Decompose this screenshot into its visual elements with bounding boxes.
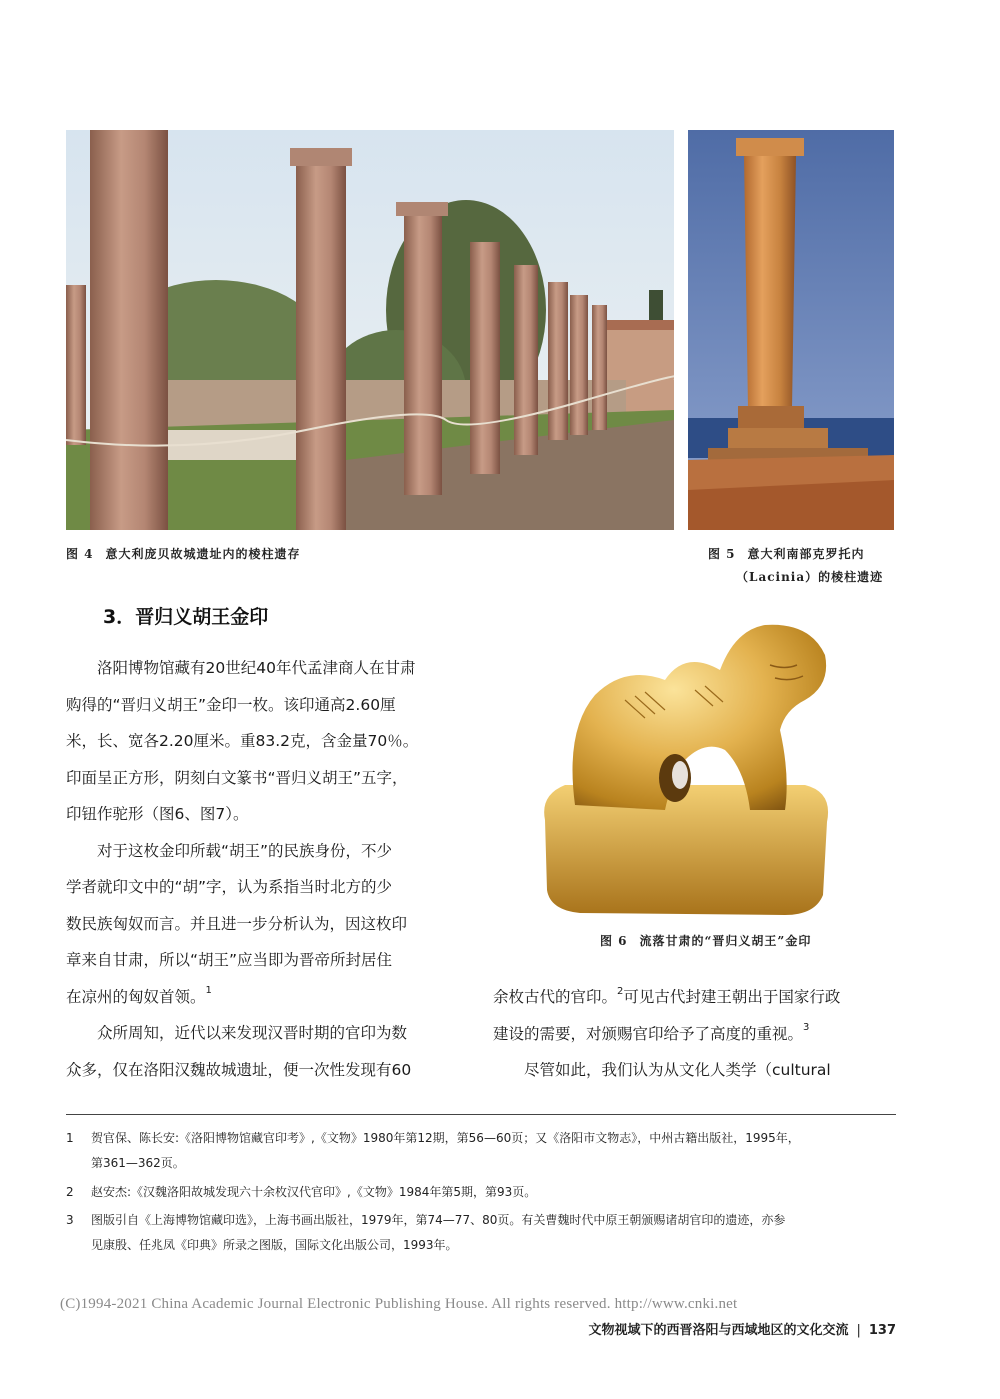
footnote-number: 3: [66, 1213, 74, 1227]
footnote-text-line: 图版引自《上海博物馆藏印选》，上海书画出版社，1979年，第74—77、80页。有关曹魏时代中原王朝颁赐诸胡官印的遗迹，亦参: [91, 1213, 786, 1227]
body-line: 洛阳博物馆藏有20世纪40年代孟津商人在甘肃: [97, 659, 416, 677]
footnote-ref-3[interactable]: 3: [803, 1022, 810, 1034]
body-line: 尽管如此，我们认为从文化人类学（cultural: [524, 1061, 831, 1079]
running-footer-separator: |: [856, 1323, 861, 1338]
footnote-ref-2[interactable]: 2: [617, 985, 624, 997]
figure-6-photo: [535, 610, 835, 920]
footnote-text-line: 第361—362页。: [91, 1156, 185, 1170]
body-line: 众所周知，近代以来发现汉晋时期的官印为数: [97, 1024, 408, 1042]
figure-4-caption: [66, 545, 301, 562]
figure-6-caption-text: 流落甘肃的“晋归义胡王”金印: [639, 934, 812, 948]
footnote-text-line: 见康殷、任兆凤《印典》所录之图版，国际文化出版公司，1993年。: [91, 1238, 458, 1252]
body-text: 可见古代封建王朝出于国家行政: [623, 988, 841, 1006]
footnote-number: 1: [66, 1131, 74, 1145]
running-footer-title: 文物视域下的西晋洛阳与西域地区的文化交流: [588, 1323, 849, 1338]
figure-5-caption: [708, 545, 865, 562]
figure-6-caption: [600, 932, 811, 949]
body-line: 数民族匈奴而言。并且进一步分析认为，因这枚印: [66, 914, 408, 933]
section-title: 3．晋归义胡王金印: [103, 606, 269, 628]
figure-5-caption-line-2: （Lacinia）的棱柱遗迹: [736, 570, 884, 584]
body-line: 章来自甘肃，所以“胡王”应当即为晋帝所封居住: [66, 951, 393, 969]
body-line: 对于这枚金印所载“胡王”的民族身份，不少: [97, 841, 393, 860]
body-line: 米，长、宽各2.20厘米。重83.2克，含金量70％。: [66, 732, 419, 750]
body-text: 余枚古代的官印。: [493, 988, 618, 1006]
figure-5-caption-number: 图 5: [708, 547, 736, 561]
body-line: 众多，仅在洛阳汉魏故城遗址，便一次性发现有60: [66, 1060, 412, 1079]
body-line: 购得的“晋归义胡王”金印一枚。该印通高2.60厘: [66, 695, 396, 714]
figure-6-caption-number: 图 6: [600, 934, 628, 948]
body-line: [493, 979, 897, 1016]
body-left-column: [66, 650, 470, 1088]
body-right-column: [493, 979, 897, 1089]
footnote-text-line: 赵安杰:《汉魏洛阳故城发现六十余枚汉代官印》,《文物》1984年第5期，第93页。: [91, 1185, 537, 1199]
figure-5-photo: [688, 130, 894, 530]
footnote-3: [66, 1208, 896, 1258]
footnote-2: [66, 1180, 896, 1205]
body-text: 建设的需要，对颁赐官印给予了高度的重视。: [493, 1024, 804, 1043]
body-line: [493, 1016, 897, 1053]
footnote-1: [66, 1126, 896, 1176]
footnote-number: 2: [66, 1185, 74, 1199]
figure-4-photo: [66, 130, 674, 530]
body-line: 学者就印文中的“胡”字，认为系指当时北方的少: [66, 878, 393, 896]
footnote-text-line: 贺官保、陈长安:《洛阳博物馆藏官印考》,《文物》1980年第12期，第56—60页；又《洛阳市文物志》，中州古籍出版社，1995年，: [91, 1131, 800, 1145]
body-text: 在凉州的匈奴首领。: [66, 987, 206, 1006]
body-line: [66, 979, 470, 1016]
footnote-rule: [66, 1114, 896, 1115]
body-line: 印面呈正方形，阴刻白文篆书“晋归义胡王”五字，: [66, 768, 408, 787]
figure-4-caption-text: 意大利庞贝故城遗址内的棱柱遗存: [105, 547, 301, 561]
body-line: 印钮作驼形（图6、图7）。: [66, 805, 249, 823]
figure-4-caption-number: 图 4: [66, 547, 94, 561]
copyright-watermark: (C)1994-2021 China Academic Journal Electronic Publishing House. All rights reserved. http://www.cnki.net: [60, 1296, 738, 1312]
footnote-ref-1[interactable]: 1: [205, 985, 212, 997]
running-footer: [588, 1319, 896, 1338]
figure-5-caption-text-1: 意大利南部克罗托内: [747, 547, 865, 561]
page-number: 137: [868, 1323, 896, 1338]
